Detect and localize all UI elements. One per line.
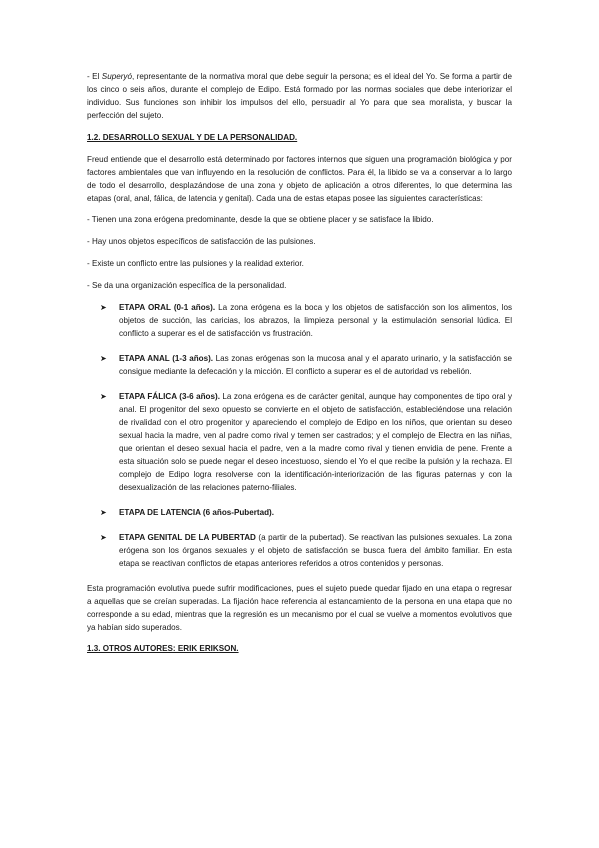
stage-title: ETAPA FÁLICA (3-6 años). [119, 392, 220, 401]
feature-item: - Hay unos objetos específicos de satisfacción de las pulsiones. [87, 237, 316, 246]
stage-text: La zona erógena es de carácter genital, aunque hay componentes de tipo oral y anal. El progenitor del sexo opuesto se convierte en el objeto de satisfacción, estableciéndose una relación de rivalidad con el otro progenitor y apareciendo el complejo de Edipo en los niños, que orientan su deseo sexual hacia la madre, ven al padre como rival y temen ser castrados; y el complejo de Electra en las niñas, que orientan el deseo sexual hacia el padre, ven a la madre como rival y tienen envidia de pene. Frente a esta situación solo se puede negar el deseo incestuoso, siendo el Yo el que recibe la pulsión y la rechaza. El complejo de Edipo logra resolverse con la identificación-interiorización de las figuras paternas y con la desexualización de las relaciones paterno-filiales. [119, 392, 512, 492]
feature-item: - Existe un conflicto entre las pulsiones y la realidad exterior. [87, 259, 304, 268]
arrow-bullet-icon: ➤ [100, 354, 107, 363]
superyo-term: Superyó [101, 72, 132, 81]
stage-oral [87, 301, 512, 340]
feature-item: - Tienen una zona erógena predominante, desde la que se obtiene placer y se satisface la libido. [87, 215, 434, 224]
closing-paragraph: Esta programación evolutiva puede sufrir modificaciones, pues el sujeto puede quedar fijado en una etapa o regresar a aquellas que se creían superadas. La fijación hace referencia al estancamiento de la persona en una etapa que no corresponde a su edad, mientras que la regresión es un mecanismo por el cual se vuelve a momentos evolutivos que ya habían sido superados. [87, 584, 512, 632]
superyo-paragraph [87, 70, 512, 122]
development-paragraph: Freud entiende que el desarrollo está determinado por factores internos que siguen una programación biológica y por factores ambientales que van influyendo en la resolución de conflictos. Para él, la libido se va a conservar a lo largo de todo el desarrollo, desplazándose de una zona y objeto de aplicación a otros diferentes, lo que determina las etapas (oral, anal, fálica, de latencia y genital). Cada una de estas etapas posee las siguientes características: [87, 155, 512, 203]
superyo-text: , representante de la normativa moral que debe seguir la persona; es el ideal del Yo. Se forma a partir de los cinco o seis años, durante el complejo de Edipo. Está formado por las normas sociales que debe interiorizar el individuo. Sus funciones son inhibir los impulsos del ello, persuadir al Yo para que sea moralista, y buscar la perfección del sujeto. [87, 72, 513, 120]
stage-text: (a partir de la pubertad). Se reactivan las pulsiones sexuales. La zona erógena son los órganos sexuales y el objeto de satisfacción se busca fuera del ámbito familiar. En esta etapa se reactivan conflictos de etapas anteriores referidos a otros contenidos y personas. [119, 533, 512, 568]
stage-title: ETAPA ANAL (1-3 años). [119, 354, 214, 363]
stage-latencia [87, 506, 512, 519]
stage-falica [87, 390, 512, 494]
arrow-bullet-icon: ➤ [100, 508, 107, 517]
section-heading-1-2: 1.2. DESARROLLO SEXUAL Y DE LA PERSONALIDAD. [87, 133, 298, 142]
section-heading-1-3: 1.3. OTROS AUTORES: ERIK ERIKSON. [87, 644, 239, 653]
stage-text: La zona erógena es la boca y los objetos de satisfacción son los alimentos, los objetos de succión, las caricias, los abrazos, la limpieza personal y la estimulación sensorial lúdica. El conflicto a superar es el de satisfacción vs frustración. [119, 303, 512, 338]
stage-text: Las zonas erógenas son la mucosa anal y el aparato urinario, y la satisfacción se consigue mediante la defecación y la micción. El conflicto a superar es el de autoridad vs rebelión. [119, 354, 513, 376]
superyo-prefix: - El [87, 72, 102, 81]
stage-title: ETAPA GENITAL DE LA PUBERTAD [119, 533, 256, 542]
stage-anal [87, 352, 512, 378]
feature-item: - Se da una organización específica de la personalidad. [87, 281, 287, 290]
stage-title: ETAPA DE LATENCIA (6 años-Pubertad). [119, 508, 274, 517]
stage-genital [87, 531, 512, 570]
stage-title: ETAPA ORAL (0-1 años). [119, 303, 216, 312]
arrow-bullet-icon: ➤ [100, 392, 107, 401]
arrow-bullet-icon: ➤ [100, 303, 107, 312]
arrow-bullet-icon: ➤ [100, 533, 107, 542]
